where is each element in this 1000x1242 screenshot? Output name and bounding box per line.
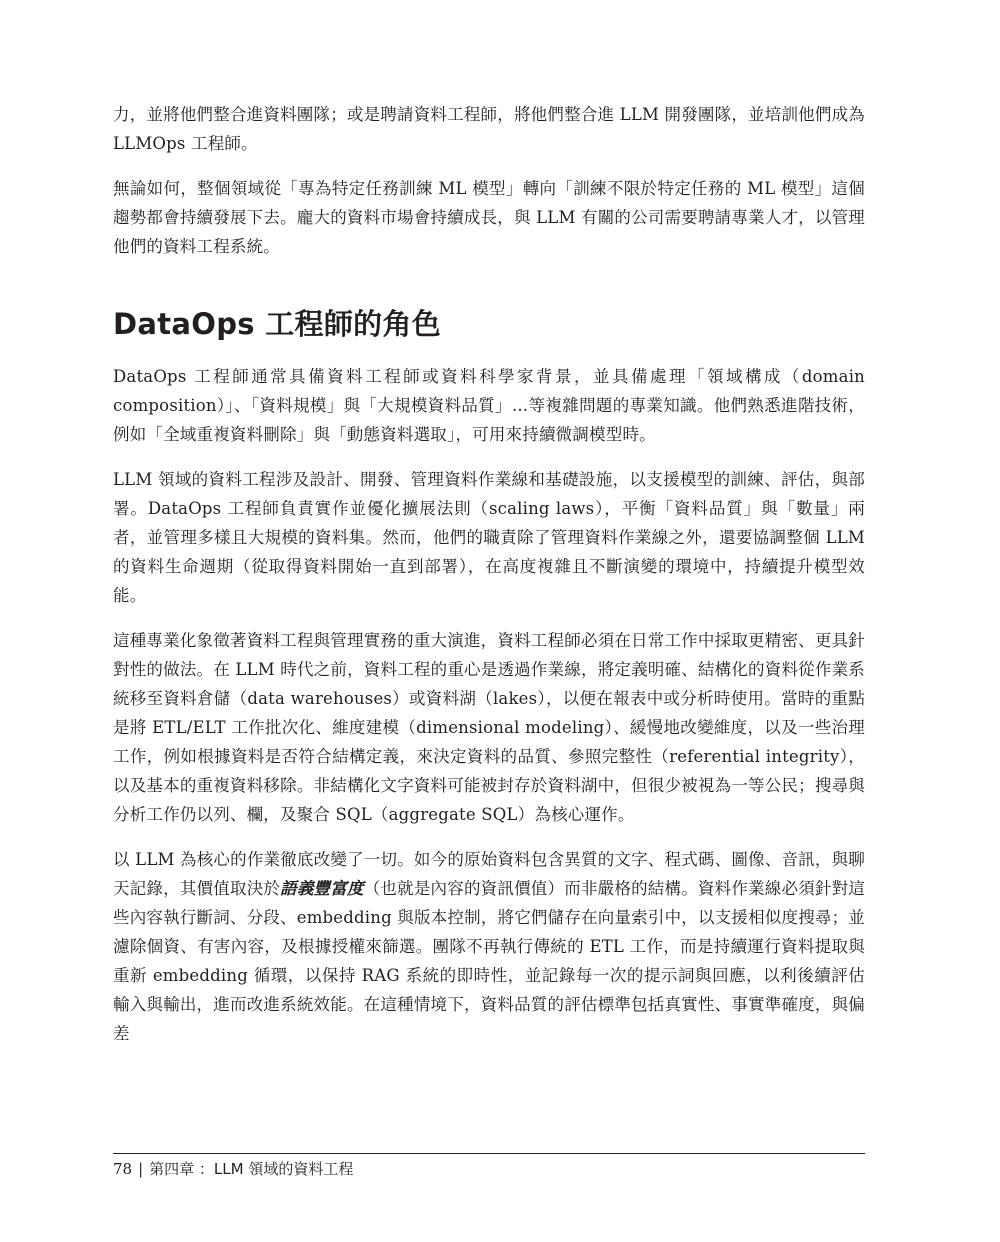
paragraph-5: 這種專業化象徵著資料工程與管理實務的重大演進，資料工程師必須在日常工作中採取更精密、更具針對性的做法。在 LLM 時代之前，資料工程的重心是透過作業線，將定義明確、結構化的資料從作業系統移至資料倉儲（data warehouses）或資料湖（lakes），以便在報表中或分析時使用。當時的重點是將 ETL/ELT 工作批次化、維度建模（dimensional modeling）、緩慢地改變維度，以及一些治理工作，例如根據資料是否符合結構定義，來決定資料的品質、參照完整性（referential integrity），以及基本的重複資料移除。非結構化文字資料可能被封存於資料湖中，但很少被視為一等公民；搜尋與分析工作仍以列、欄，及聚合 SQL（aggregate SQL）為核心運作。 — [113, 631, 865, 824]
footer-separator: | — [138, 1160, 144, 1178]
paragraph-3: DataOps 工程師通常具備資料工程師或資料科學家背景，並具備處理「領域構成（domain composition）」、「資料規模」與「大規模資料品質」…等複雜問題的專業知識。他們熟悉進階技術，例如「全域重複資料刪除」與「動態資料選取」，可用來持續微調模型時。 — [113, 367, 865, 444]
page-body — [113, 100, 865, 1048]
page-number: 78 — [113, 1160, 133, 1178]
paragraph-1: 力，並將他們整合進資料團隊；或是聘請資料工程師，將他們整合進 LLM 開發團隊，並培訓他們成為 LLMOps 工程師。 — [113, 105, 865, 153]
paragraph-6-text-end: （也就是內容的資訊價值）而非嚴格的結構。資料作業線必須針對這些內容執行斷詞、分段、embedding 與版本控制，將它們儲存在向量索引中，以支援相似度搜尋；並濾除個資、有害內容，及根據授權來篩選。團隊不再執行傳統的 ETL 工作，而是持續運行資料提取與重新 embedding 循環，以保持 RAG 系統的即時性，並記錄每一次的提示詞與回應，以利後續評估輸入與輸出，進而改進系統效能。在這種情境下，資料品質的評估標準包括真實性、事實準確度，與偏差 — [113, 879, 866, 1043]
chapter-title: 第四章 ：LLM 領域的資料工程 — [149, 1160, 354, 1178]
paragraph-6-text-start: 以 LLM 為核心的作業徹底改變了一切。如今的原始資料包含異質的文字、程式碼、圖像、音訊，與聊天記錄，其價值取決於 — [113, 850, 865, 898]
emphasized-term: 語義豐富度 — [280, 879, 364, 898]
paragraph-6 — [113, 845, 865, 1048]
paragraph-4: LLM 領域的資料工程涉及設計、開發、管理資料作業線和基礎設施，以支援模型的訓練、評估，與部署。DataOps 工程師負責實作並優化擴展法則（scaling laws），平衡「資料品質」與「數量」兩者，並管理多樣且大規模的資料集。然而，他們的職責除了管理資料作業線之外，還要協調整個 LLM 的資料生命週期（從取得資料開始一直到部署），在高度複雜且不斷演變的環境中，持續提升模型效能。 — [113, 470, 865, 605]
paragraph-2: 無論如何，整個領域從「專為特定任務訓練 ML 模型」轉向「訓練不限於特定任務的 ML 模型」這個趨勢都會持續發展下去。龐大的資料市場會持續成長，與 LLM 有關的公司需要聘請專業人才，以管理他們的資料工程系統。 — [113, 179, 865, 256]
page-footer — [113, 1153, 865, 1180]
section-heading: DataOps 工程師的角色 — [113, 307, 442, 341]
